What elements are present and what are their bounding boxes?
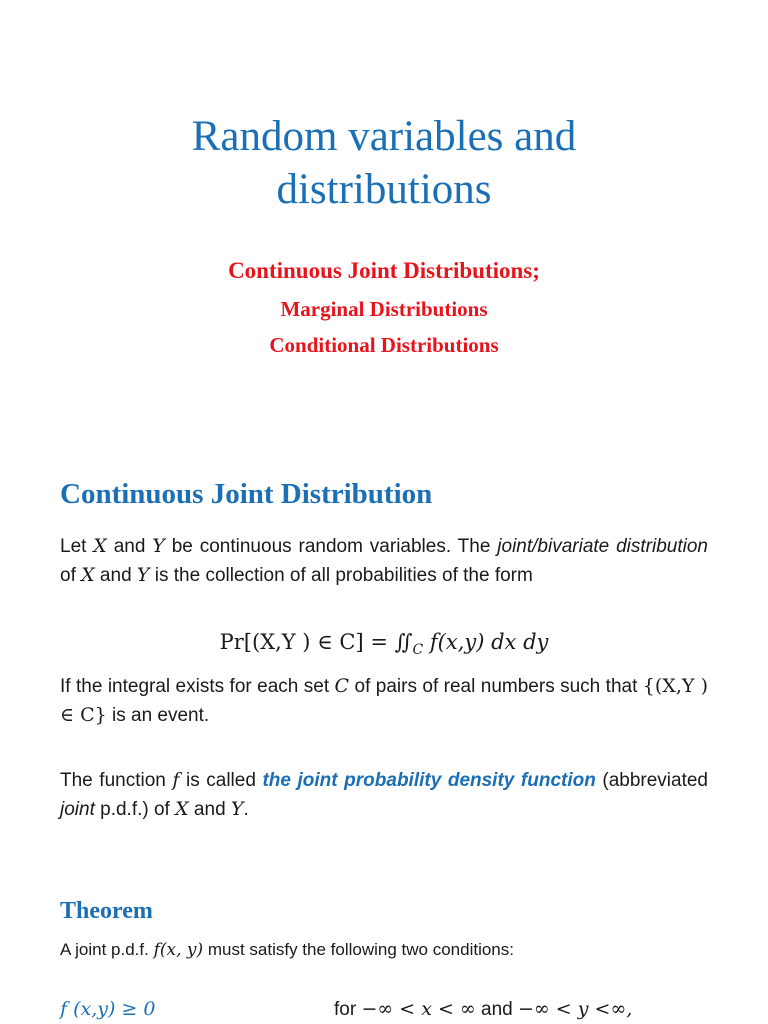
- text: must satisfy the following two conditions:: [203, 940, 514, 959]
- subtitle-2: Marginal Distributions: [280, 297, 488, 321]
- probability-equation: [0, 630, 768, 658]
- highlight-term: the joint probability density function: [262, 770, 596, 791]
- section-heading: Continuous Joint Distribution: [60, 478, 433, 510]
- theorem-statement: [60, 940, 514, 960]
- math-x: X: [175, 798, 189, 820]
- integral-paragraph: [60, 672, 708, 730]
- text: The function: [60, 770, 173, 791]
- content-slide: [0, 470, 768, 1024]
- text: of pairs of real numbers such that: [349, 676, 643, 697]
- math-x: X: [81, 564, 95, 586]
- math-c: C: [334, 675, 350, 697]
- text: (abbreviated: [595, 770, 709, 791]
- text: and: [188, 799, 231, 820]
- condition-1-formula: f (x,y) ≥ 0: [60, 998, 156, 1020]
- equation-integrand: f(x,y) dx dy: [423, 630, 549, 654]
- italic-term: joint/bivariate distribution: [497, 536, 708, 557]
- text: If the integral exists for each set: [60, 676, 335, 697]
- subtitle-1: Continuous Joint Distributions;: [228, 258, 540, 283]
- subtitle-3: Conditional Distributions: [269, 333, 499, 357]
- text: is called: [179, 770, 263, 791]
- title-slide: [0, 0, 768, 440]
- text: A joint p.d.f.: [60, 940, 154, 959]
- text: is an event.: [106, 705, 210, 726]
- title-line-2: distributions: [276, 166, 492, 213]
- math-set: {(X,Y ) ∈ C}: [60, 675, 709, 726]
- slide-title: [0, 110, 768, 216]
- definition-paragraph: [60, 532, 708, 590]
- text: p.d.f.) of: [94, 799, 176, 820]
- math-x: X: [93, 535, 107, 557]
- math-y: Y: [230, 798, 244, 820]
- text: .: [243, 799, 249, 820]
- math-f: f: [172, 769, 180, 791]
- equation-main: Pr[(X,Y ) ∈ C] = ∬: [219, 630, 413, 654]
- text: and: [475, 999, 519, 1020]
- math-y: Y: [136, 564, 150, 586]
- math-fxy: f(x, y): [153, 940, 204, 960]
- theorem-heading: Theorem: [60, 898, 153, 924]
- math-range-x: −∞ < x < ∞: [361, 998, 476, 1020]
- text: and: [106, 536, 153, 557]
- text: Let: [60, 536, 94, 557]
- title-line-1: Random variables and: [191, 113, 577, 160]
- text: for: [334, 999, 362, 1020]
- condition-1-range: [334, 998, 632, 1021]
- text: and: [94, 565, 137, 586]
- text: be continuous random variables. The: [164, 536, 498, 557]
- italic-term: joint: [60, 799, 95, 820]
- text: is the collection of all probabilities of the form: [149, 565, 533, 586]
- text: of: [60, 565, 82, 586]
- math-range-y: −∞ < y <∞,: [518, 998, 633, 1020]
- equation-subscript: C: [412, 642, 424, 659]
- pdf-paragraph: [60, 766, 708, 824]
- math-y: Y: [152, 535, 165, 557]
